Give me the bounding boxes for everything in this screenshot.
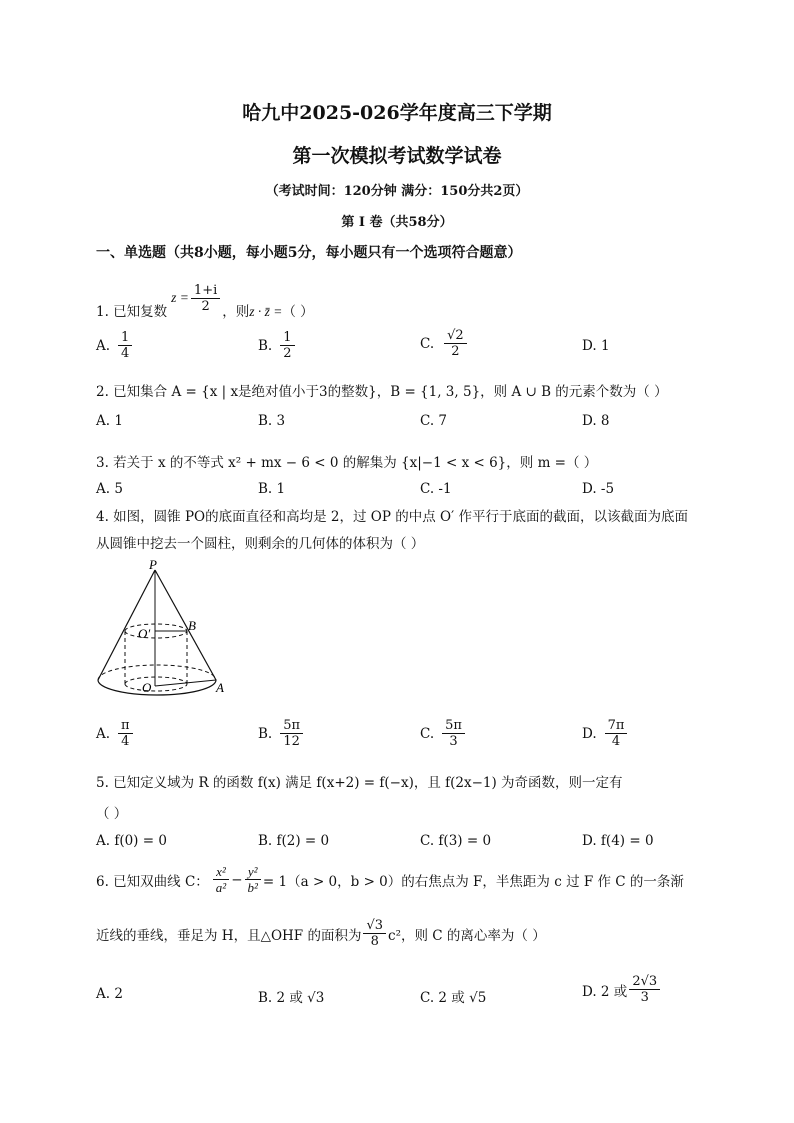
q6-minus: − [231, 871, 243, 888]
cylinder-bottom-front [125, 684, 187, 691]
title-line-2: 第一次模拟考试数学试卷 [292, 145, 502, 167]
q6-option-d [582, 974, 662, 1005]
cone-figure [90, 558, 240, 703]
q6-option-c: C. 2 或 √5 [420, 990, 487, 1006]
cylinder-bottom-back [125, 677, 187, 684]
q6-line2-prefix: 近线的垂线，垂足为 H，且△OHF 的面积为 [96, 927, 362, 944]
q3-option-d: D. -5 [582, 481, 615, 497]
q4-c-den: 3 [449, 734, 458, 749]
radius-o-a [155, 680, 216, 686]
q1-a-label: A. [96, 337, 111, 354]
label-p: P [149, 558, 157, 572]
q1-option-b [258, 330, 297, 361]
q1-b-label: B. [258, 337, 273, 354]
q2-option-d: D. 8 [582, 413, 610, 429]
q3-option-a: A. 5 [96, 481, 123, 497]
q4-d-num: 7π [605, 718, 628, 734]
q1-b-den: 2 [283, 346, 292, 361]
q5-option-c: C. f(3) = 0 [420, 833, 492, 849]
question-6-line-2 [96, 918, 546, 949]
q1-fraction [191, 283, 220, 314]
q4-a-den: 4 [121, 734, 130, 749]
q6-f2-den: b² [247, 880, 258, 895]
q1-c-den: 2 [451, 344, 460, 359]
q6-f1-num: x² [213, 864, 229, 880]
q5-option-b: B. f(2) = 0 [258, 833, 330, 849]
volume-heading: 第 I 卷（共58分） [341, 215, 453, 230]
question-1 [96, 280, 314, 320]
q1-frac-num: 1+i [191, 283, 220, 299]
q4-b-label: B. [258, 725, 273, 742]
q6-f2-num: y² [245, 864, 261, 880]
q2-option-c: C. 7 [420, 413, 448, 429]
question-5-line-1: 5. 已知定义域为 R 的函数 f(x) 满足 f(x+2) = f(−x)，且 f(2x−1) 为奇函数，则一定有 [96, 775, 623, 791]
q1-suffix: ，则 [222, 304, 250, 320]
q4-a-label: A. [96, 725, 111, 742]
q1-c-num: √2 [444, 328, 467, 344]
q2-option-b: B. 3 [258, 413, 286, 429]
q4-c-num: 5π [442, 718, 465, 734]
q6-area-num: √3 [363, 918, 386, 934]
q6-line2-suffix: c²，则 C 的离心率为（ ） [388, 927, 546, 944]
q1-a-num: 1 [118, 330, 132, 346]
exam-info: （考试时间：120分钟 满分：150分共2页） [265, 184, 529, 199]
q3-option-c: C. -1 [420, 481, 452, 497]
q1-expr: z · z̄ = [249, 304, 283, 319]
q1-frac-den: 2 [201, 299, 210, 314]
q6-area-den: 8 [370, 934, 379, 949]
label-b: B [188, 618, 196, 633]
cylinder-top-front [125, 631, 187, 638]
q6-option-b: B. 2 或 √3 [258, 990, 325, 1006]
q4-a-num: π [118, 718, 133, 734]
base-ellipse-front [98, 680, 216, 695]
question-2: 2. 已知集合 A = {x | x是绝对值小于3的整数}，B = {1, 3, 5}，则 A ∪ B 的元素个数为（ ） [96, 384, 668, 400]
q5-option-a: A. f(0) = 0 [96, 833, 167, 849]
q6-prefix: 6. 已知双曲线 C： [96, 873, 209, 890]
question-3: 3. 若关于 x 的不等式 x² + mx − 6 < 0 的解集为 {x|−1 < x < 6}，则 m =（ ） [96, 455, 598, 471]
q6-mid: = 1（a > 0，b > 0）的右焦点为 F，半焦距为 c 过 F 作 C 的一条渐 [262, 873, 684, 890]
q6-f1-den: a² [215, 880, 227, 895]
question-4-line-2: 从圆锥中挖去一个圆柱，则剩余的几何体的体积为（ ） [96, 536, 425, 552]
q6-d-den: 3 [640, 990, 649, 1005]
label-o: O [142, 680, 152, 695]
cylinder-top-back [125, 624, 187, 631]
q1-b-num: 1 [280, 330, 294, 346]
q1-c-label: C. [420, 335, 435, 352]
q1-option-d [582, 338, 610, 354]
q4-b-den: 12 [283, 734, 300, 749]
q1-option-c [420, 328, 469, 359]
question-5-line-2: （ ） [96, 806, 128, 822]
q4-option-b [258, 718, 305, 749]
q4-option-d [582, 718, 629, 749]
section-heading: 一、单选题（共8小题，每小题5分，每小题只有一个选项符合题意） [96, 245, 522, 261]
q1-a-den: 4 [121, 346, 130, 361]
question-6-line-1 [96, 864, 684, 895]
base-ellipse-back [98, 665, 216, 680]
q1-option-a [96, 330, 134, 361]
q4-option-c [420, 718, 467, 749]
q6-option-a: A. 2 [96, 986, 123, 1002]
q1-d-label: D. [582, 338, 597, 354]
q4-d-label: D. [582, 725, 597, 742]
q6-d-num: 2√3 [629, 974, 660, 990]
q1-blank: （ ） [282, 304, 314, 320]
q4-option-a [96, 718, 135, 749]
q5-option-d: D. f(4) = 0 [582, 833, 654, 849]
q3-option-b: B. 1 [258, 481, 286, 497]
q4-d-den: 4 [611, 734, 621, 749]
title-line-1: 哈九中2025-026学年度高三下学期 [242, 102, 552, 124]
q4-b-num: 5π [280, 718, 303, 734]
q6-d-prefix: D. 2 或 [582, 983, 628, 1000]
label-o-prime: O′ [138, 626, 151, 641]
label-a: A [216, 680, 224, 695]
cone-left-edge [98, 570, 155, 680]
q1-d-value: 1 [600, 338, 610, 354]
q2-option-a: A. 1 [96, 413, 123, 429]
q1-prefix: 1. 已知复数 [96, 304, 168, 320]
question-4-line-1: 4. 如图，圆锥 PO的底面直径和高均是 2，过 OP 的中点 O′ 作平行于底面的截面，以该截面为底面 [96, 509, 688, 525]
cone-right-edge [155, 570, 216, 680]
q4-c-label: C. [420, 725, 435, 742]
q1-z-eq: z = [171, 290, 189, 305]
